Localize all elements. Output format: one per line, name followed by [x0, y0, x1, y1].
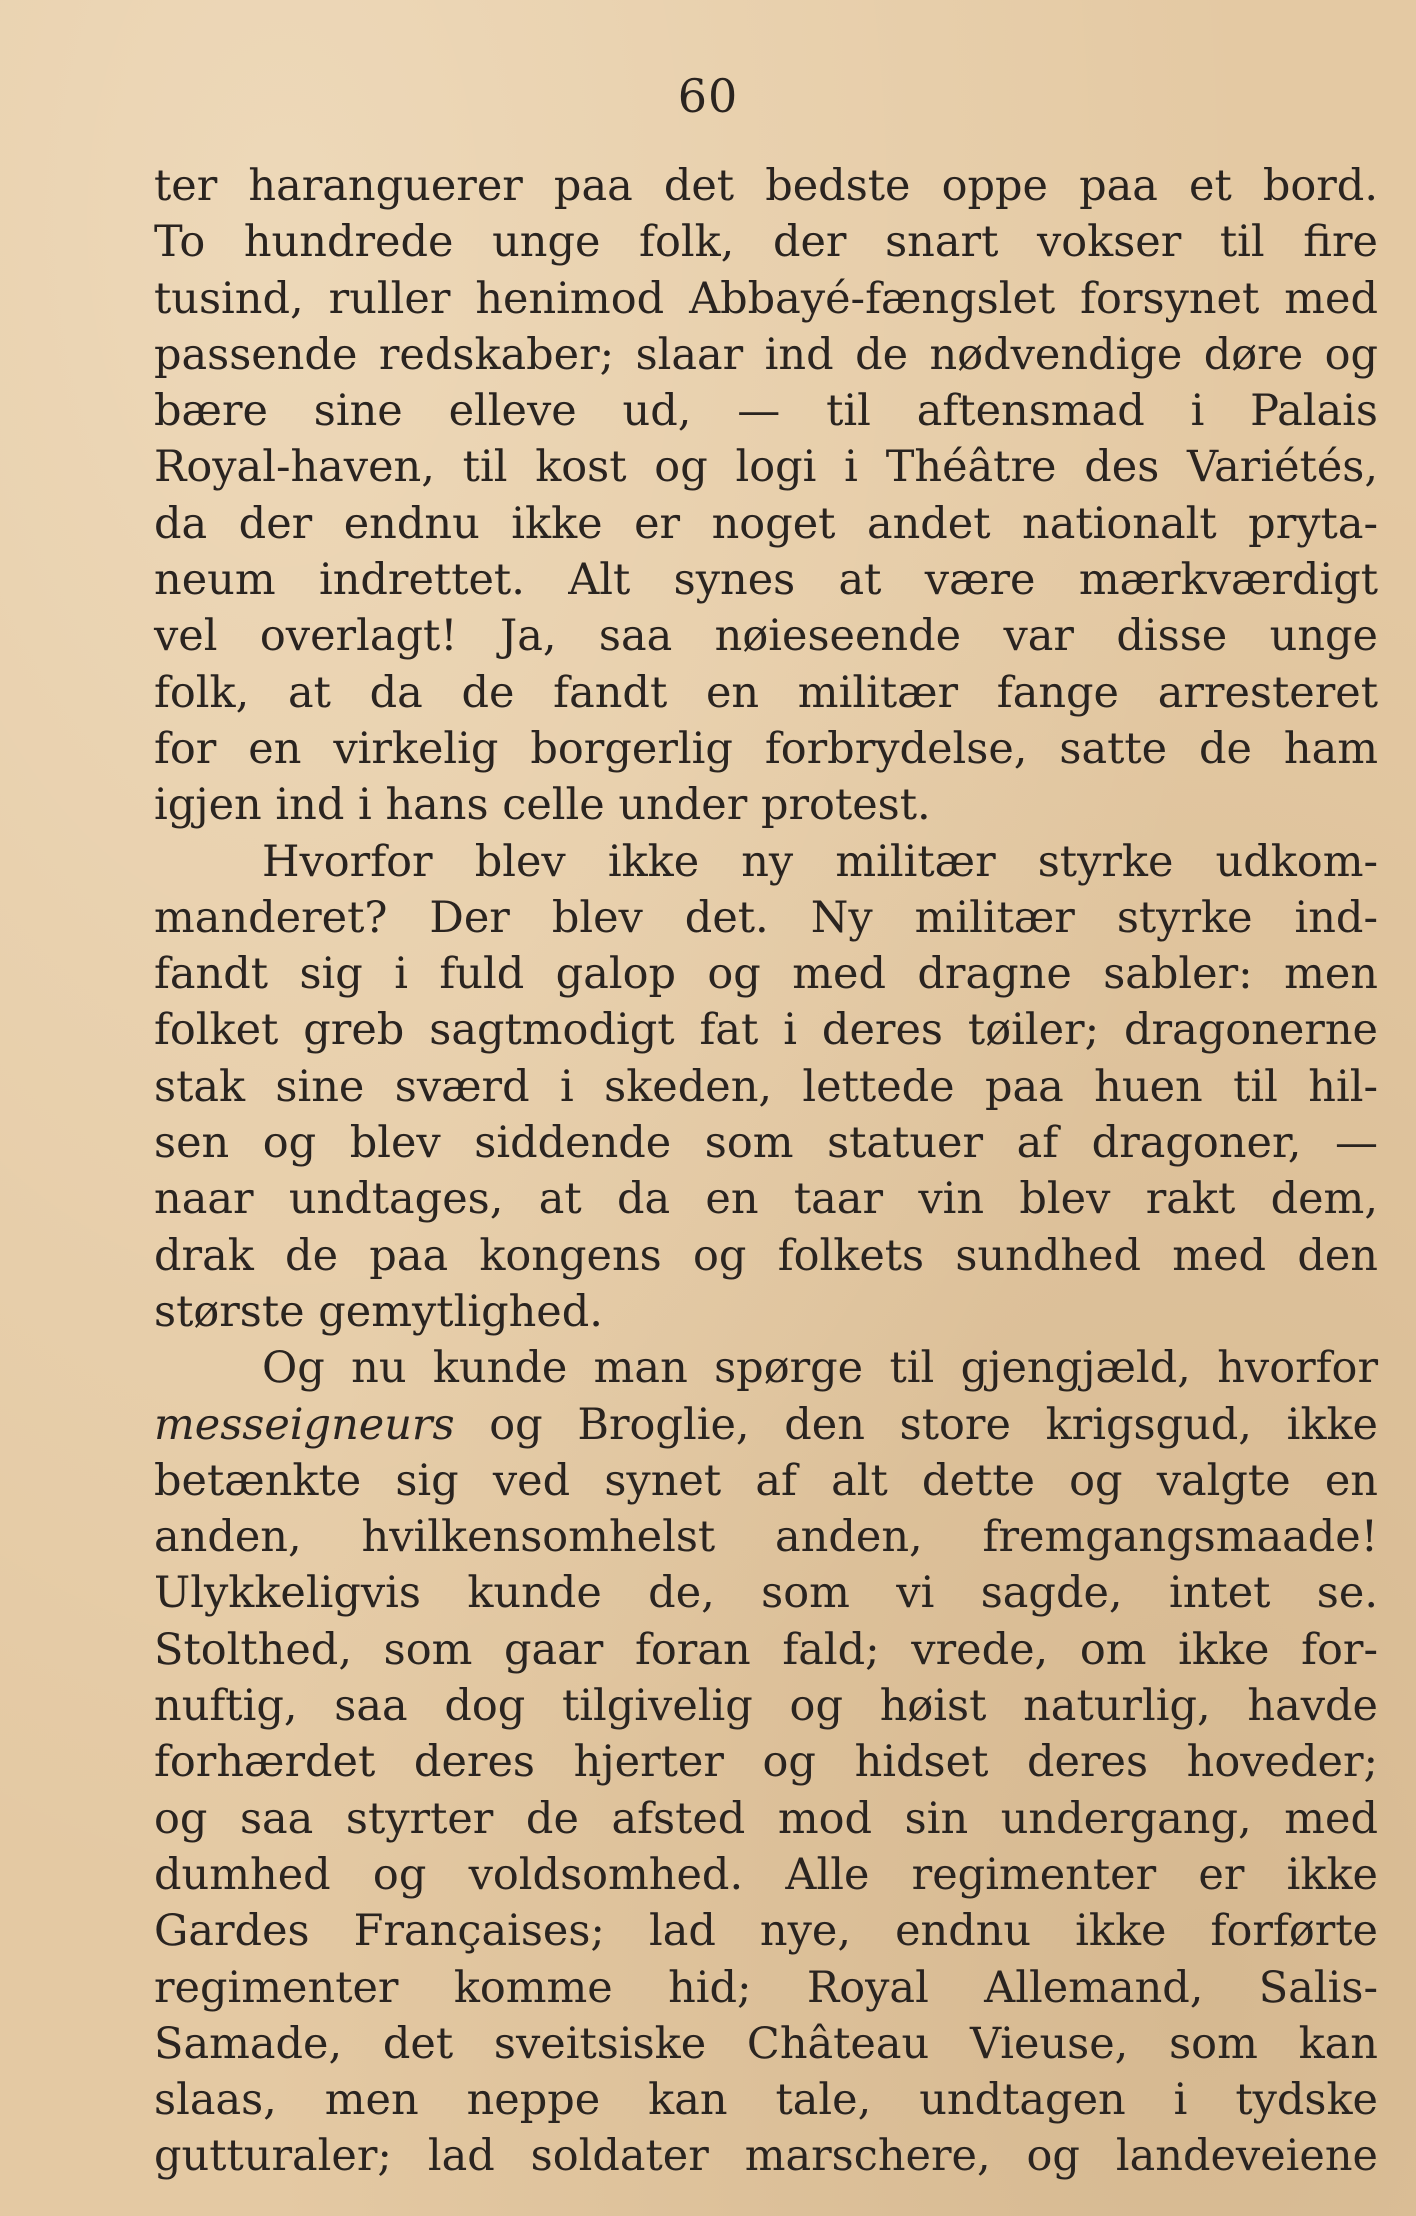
text-line: tusind, ruller henimod Abbayé-fængslet forsynet med — [154, 273, 1378, 324]
text-line: neum indrettet. Alt synes at være mærkværdigt — [154, 555, 1378, 606]
text-line: bære sine elleve ud, — til aftensmad i Palais — [154, 386, 1378, 437]
text-line: folket greb sagtmodigt fat i deres tøiler; dragonerne — [154, 1005, 1378, 1056]
body-text — [154, 158, 1378, 2185]
text-line: stak sine sværd i skeden, lettede paa huen til hil- — [154, 1061, 1378, 1112]
text-line: for en virkelig borgerlig forbrydelse, satte de ham — [154, 723, 1378, 774]
text-line: forhærdet deres hjerter og hidset deres hoveder; — [154, 1737, 1378, 1788]
text-line: drak de paa kongens og folkets sundhed med den — [154, 1230, 1378, 1281]
text-line: Royal-haven, til kost og logi i Théâtre des Variétés, — [154, 442, 1378, 493]
text-line: da der endnu ikke er noget andet nationalt pryta- — [154, 498, 1378, 549]
text-line: Gardes Françaises; lad nye, endnu ikke forførte — [154, 1906, 1378, 1957]
text-line: slaas, men neppe kan tale, undtagen i tydske — [154, 2075, 1378, 2126]
text-line: Hvorfor blev ikke ny militær styrke udkom- — [262, 836, 1378, 887]
text-line: Stolthed, som gaar foran fald; vrede, om ikke for- — [154, 1624, 1378, 1675]
text-line: gutturaler; lad soldater marschere, og landeveiene — [154, 2131, 1378, 2182]
text-line: vel overlagt! Ja, saa nøieseende var disse unge — [154, 611, 1378, 662]
text-line: folk, at da de fandt en militær fange arresteret — [154, 667, 1378, 718]
text-line: To hundrede unge folk, der snart vokser til fire — [154, 217, 1378, 268]
page-number: 60 — [677, 69, 739, 123]
italic-word: messeigneurs — [154, 1399, 455, 1450]
text-line: Og nu kunde man spørge til gjengjæld, hvorfor — [262, 1343, 1378, 1394]
text-line — [154, 1397, 1378, 1453]
text-line: største gemytlighed. — [154, 1286, 603, 1337]
text-line: ter haranguerer paa det bedste oppe paa et bord. — [154, 161, 1378, 211]
text-line: fandt sig i fuld galop og med dragne sabler: men — [154, 949, 1378, 1000]
text-line: regimenter komme hid; Royal Allemand, Salis- — [154, 1962, 1378, 2013]
text-line: nuftig, saa dog tilgivelig og høist naturlig, havde — [154, 1681, 1378, 1732]
text-line: anden, hvilkensomhelst anden, fremgangsmaade! — [154, 1512, 1378, 1563]
text-line: passende redskaber; slaar ind de nødvendige døre og — [154, 329, 1378, 380]
text-line: og saa styrter de afsted mod sin undergang, med — [154, 1793, 1378, 1844]
text-line: dumhed og voldsomhed. Alle regimenter er ikke — [154, 1849, 1378, 1900]
text-line-rest: og Broglie, den store krigsgud, ikke — [454, 1399, 1378, 1450]
text-line: sen og blev siddende som statuer af dragoner, — — [154, 1118, 1378, 1169]
text-line: Samade, det sveitsiske Château Vieuse, som kan — [154, 2018, 1378, 2069]
text-line: betænkte sig ved synet af alt dette og valgte en — [154, 1455, 1378, 1506]
text-line: naar undtages, at da en taar vin blev rakt dem, — [154, 1174, 1378, 1225]
text-line: manderet? Der blev det. Ny militær styrke ind- — [154, 892, 1378, 943]
text-line: Ulykkeligvis kunde de, som vi sagde, intet se. — [154, 1568, 1378, 1619]
text-line: igjen ind i hans celle under protest. — [154, 780, 931, 831]
